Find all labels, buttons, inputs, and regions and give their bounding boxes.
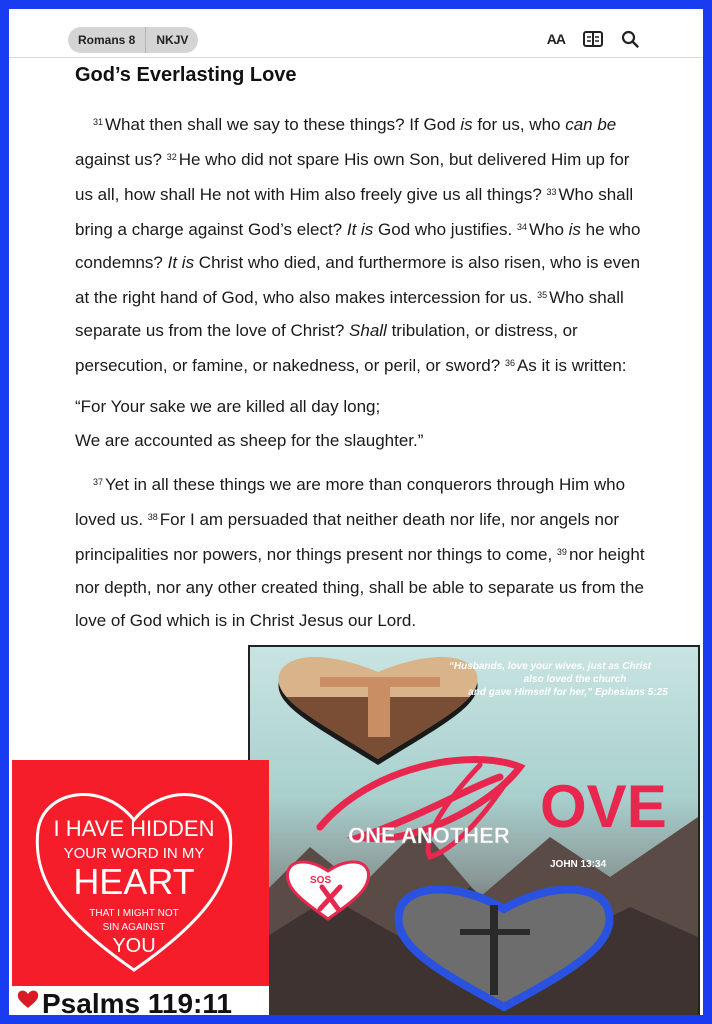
section-heading: God’s Everlasting Love: [75, 64, 297, 86]
heart-lettering-art: [12, 760, 269, 986]
verse-text: Who: [528, 220, 569, 239]
poem-quote: [75, 390, 645, 458]
red-heart-icon: [17, 989, 39, 1009]
hidden-word-image: [12, 760, 269, 986]
version-selector-button[interactable]: NKJV: [156, 33, 189, 47]
italic-text: is: [568, 220, 581, 239]
sos-badge: SOS: [310, 875, 332, 886]
verse-text: he who condemns?: [75, 220, 641, 272]
verse-text: Yet in all these things we are more than conquerors through Him who loved us.: [75, 475, 626, 529]
heart-line-5: SIN AGAINST: [102, 922, 166, 933]
italic-text: It is: [167, 253, 195, 272]
love-one-another-image: [248, 645, 700, 1015]
love-image-art: [250, 647, 698, 1015]
verse-number: 37: [93, 477, 104, 487]
verse-text: nor height nor depth, nor any other created thing, shall be able to separate us from the love of God which is in Christ Jesus our Lord.: [75, 545, 645, 630]
verse-text: against us?: [75, 150, 167, 169]
verse-text: Christ who died, and furthermore is also risen, who is even at the right hand of God, who also makes intercession for us.: [75, 253, 641, 307]
verse-number: 38: [147, 512, 158, 522]
verse-text: for us, who: [472, 115, 566, 134]
verse-text: For I am persuaded that neither death nor life, nor angels nor principalities nor powers, nor things present nor things to come,: [75, 510, 620, 564]
quote-line-3: and gave Himself for her,” Ephesians 5:25: [468, 687, 668, 698]
verse-number: 31: [93, 117, 104, 127]
poem-line-1: “For Your sake we are killed all day long;: [75, 397, 381, 416]
verse-text: Who shall bring a charge against God’s elect?: [75, 185, 634, 239]
one-another-text: ONE ANOTHER: [348, 823, 510, 848]
poem-line-2: We are accounted as sheep for the slaughter.”: [75, 431, 424, 450]
heart-line-4: THAT I MIGHT NOT: [89, 908, 179, 919]
book-icon[interactable]: [583, 31, 603, 47]
italic-text: Shall: [349, 321, 387, 340]
italic-text: can be: [565, 115, 617, 134]
chapter-selector-button[interactable]: Romans 8: [78, 33, 136, 47]
psalms-caption: [12, 986, 269, 1015]
reader-toolbar: [9, 9, 703, 58]
psalms-reference: Psalms 119:11: [42, 987, 232, 1015]
verse-text: Who shall separate us from the love of Christ?: [75, 288, 624, 340]
heart-line-1: I HAVE HIDDEN: [53, 816, 215, 841]
passage-selector[interactable]: [68, 27, 198, 53]
toolbar-actions: [547, 30, 639, 48]
bible-reader-page: [9, 9, 703, 1015]
scripture-text: [75, 106, 645, 637]
verse-number: 34: [516, 222, 527, 232]
verse-number: 35: [537, 290, 548, 300]
verse-text: God who justifies.: [373, 220, 517, 239]
heart-line-6: YOU: [112, 935, 156, 957]
quote-line-2: also loved the church: [523, 674, 627, 685]
verse-number: 39: [556, 547, 567, 557]
heart-line-2: YOUR WORD IN MY: [63, 845, 205, 862]
verse-text: tribulation, or distress, or persecution, or famine, or nakedness, or peril, or sword?: [75, 321, 578, 375]
italic-text: is: [460, 115, 473, 134]
font-size-icon[interactable]: AA: [546, 31, 565, 47]
verse-number: 32: [166, 152, 177, 162]
heart-line-3: HEART: [73, 861, 195, 902]
verse-text: He who did not spare His own Son, but delivered Him up for us all, how shall He not with Him also freely give us all things?: [75, 150, 630, 204]
paragraph-1: [75, 106, 645, 382]
verse-text: What then shall we say to these things? If God: [105, 115, 461, 134]
verse-number: 36: [504, 358, 515, 368]
italic-text: It is: [346, 220, 374, 239]
search-icon[interactable]: [621, 30, 639, 48]
love-word: OVE: [540, 773, 667, 840]
paragraph-2: [75, 466, 645, 637]
verse-text: As it is written:: [516, 356, 627, 375]
john-reference: JOHN 13:34: [550, 859, 607, 870]
verse-number: 33: [546, 187, 557, 197]
quote-line-1: “Husbands, love your wives, just as Christ: [448, 661, 652, 672]
